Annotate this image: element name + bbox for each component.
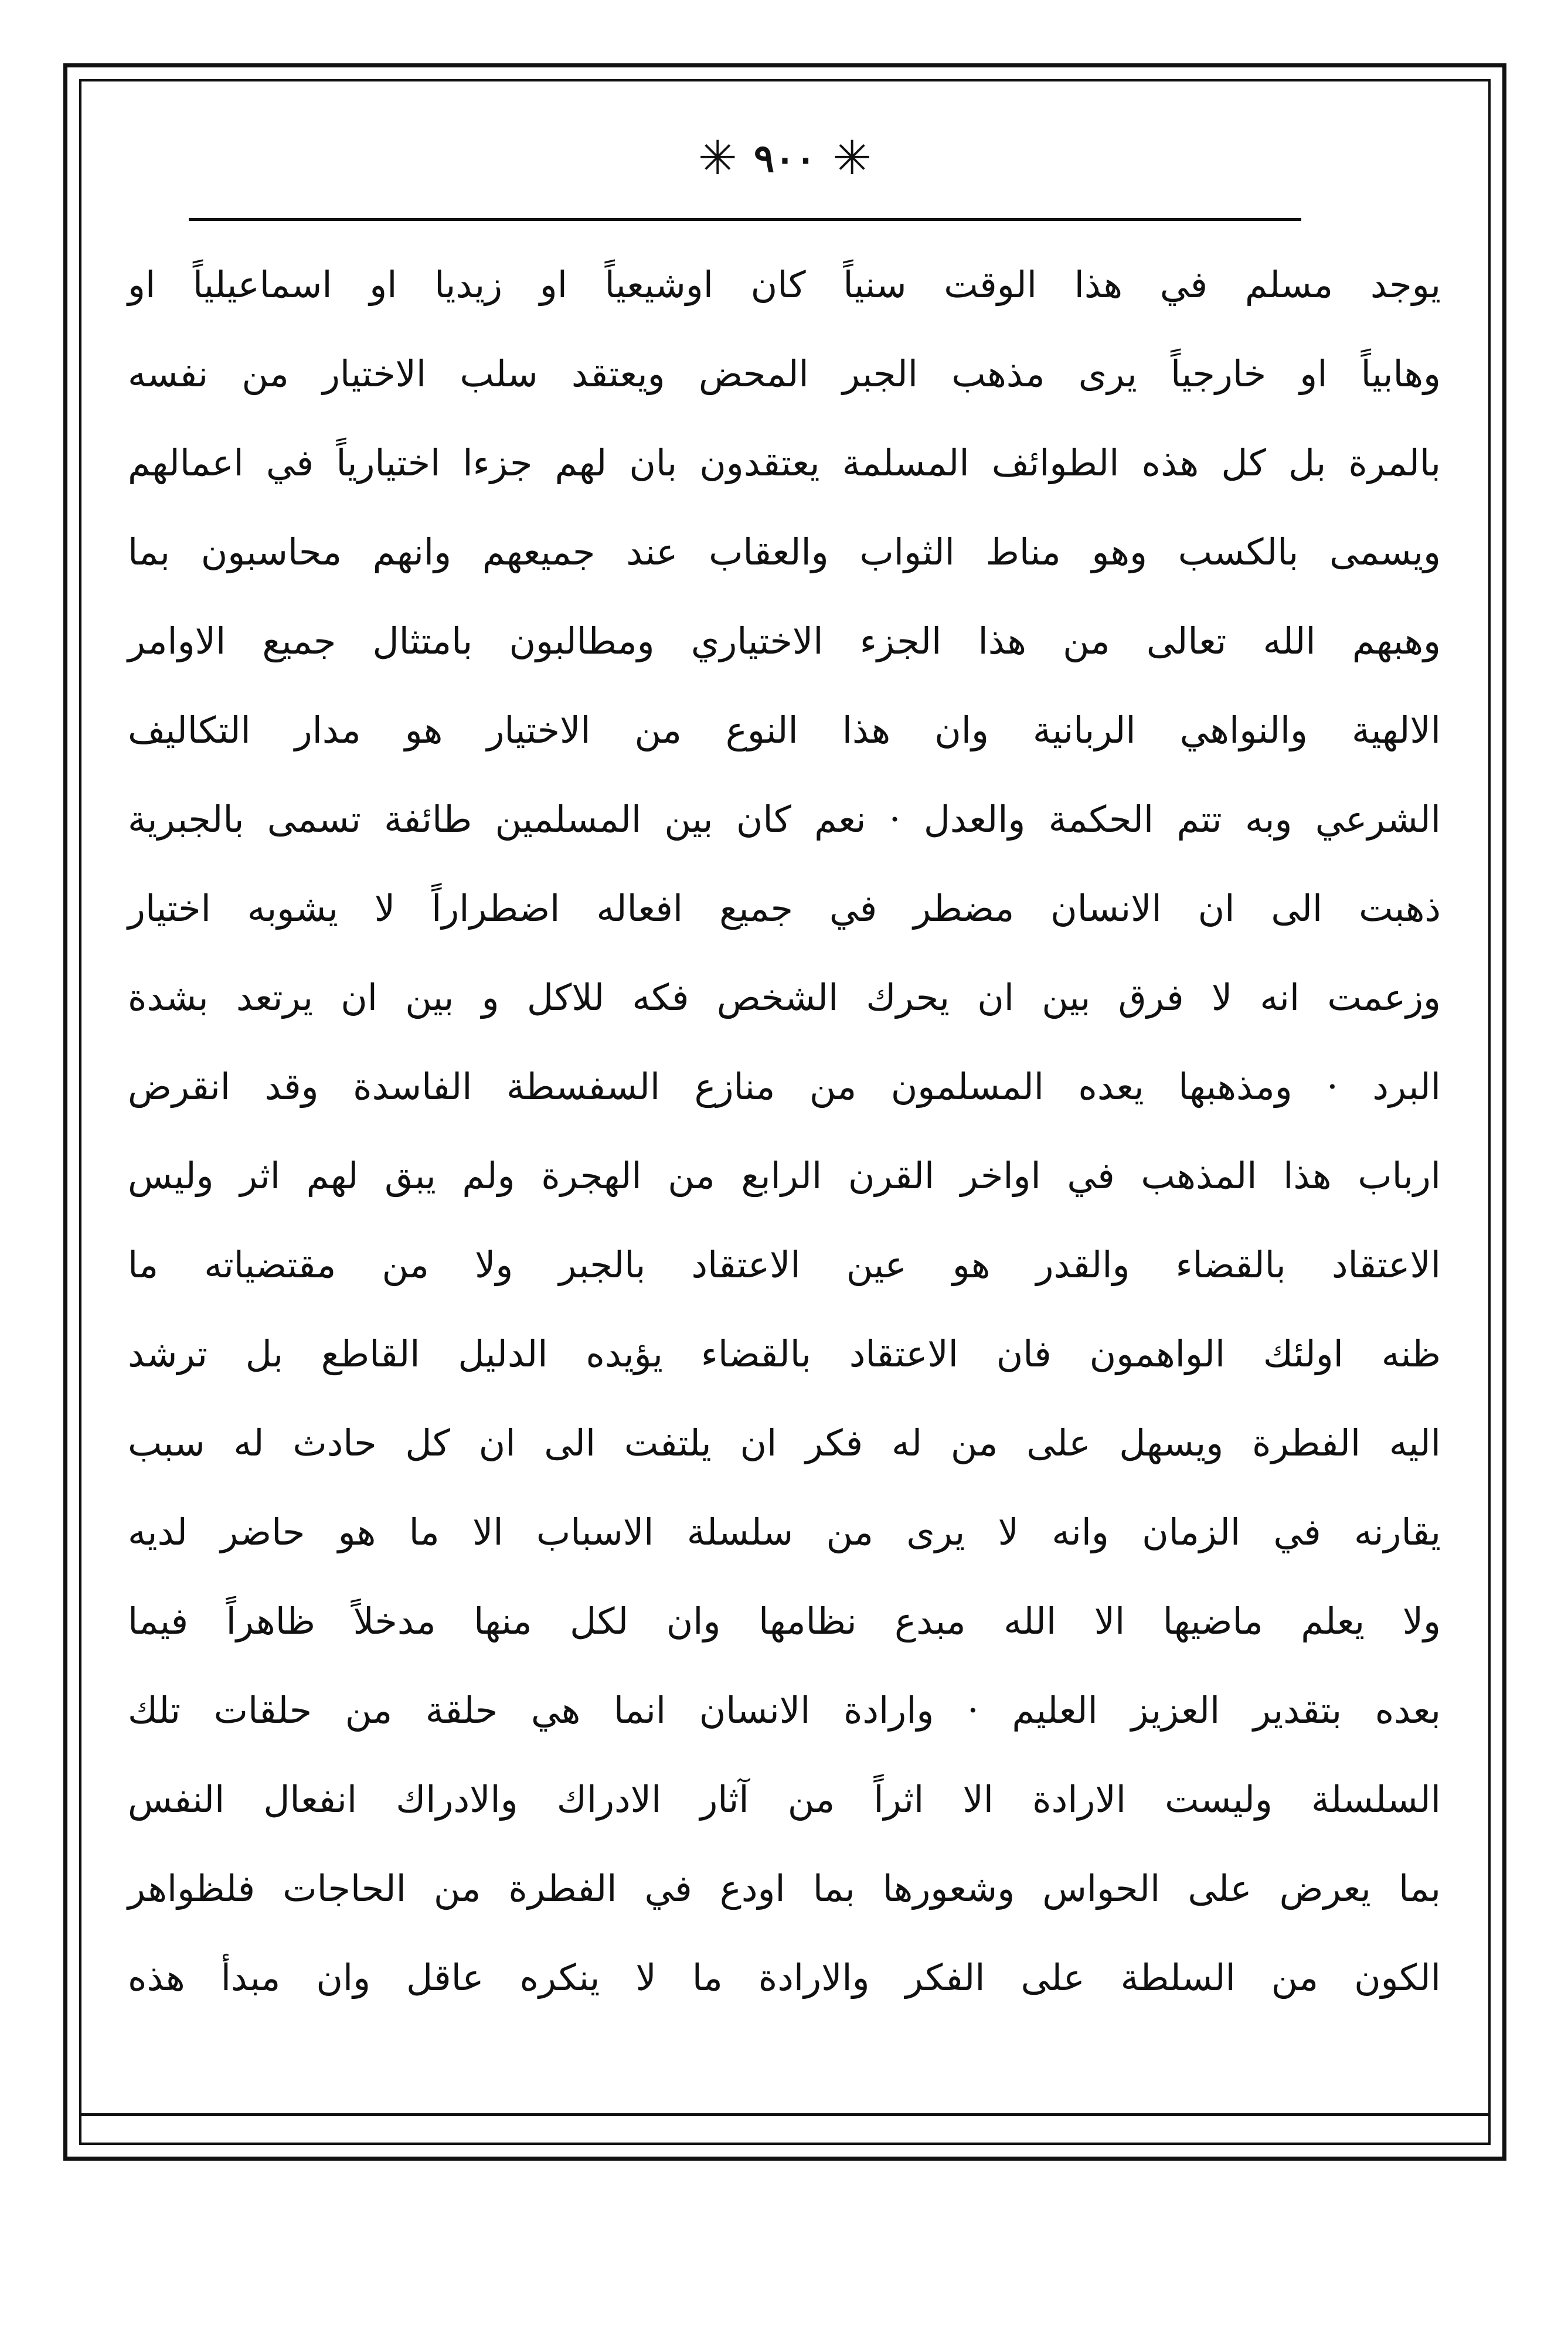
text-line: وزعمت انه لا فرق بين ان يحرك الشخص فكه للاكل و بين ان يرتعد بشدة bbox=[128, 975, 1441, 1019]
text-line: ويسمى بالكسب وهو مناط الثواب والعقاب عند جميعهم وانهم محاسبون بما bbox=[128, 530, 1441, 573]
page-number: ٩٠٠ bbox=[753, 135, 817, 181]
ornament-right-icon: ✳ bbox=[832, 131, 872, 185]
text-line: يوجد مسلم في هذا الوقت سنياً كان اوشيعياً او زيديا او اسماعيلياً او bbox=[128, 263, 1441, 306]
footer-divider bbox=[79, 2113, 1491, 2116]
text-line: ظنه اولئك الواهمون فان الاعتقاد بالقضاء يؤيده الدليل القاطع بل ترشد bbox=[128, 1332, 1441, 1375]
text-line: الكون من السلطة على الفكر والارادة ما لا ينكره عاقل وان مبدأ هذه bbox=[128, 1956, 1441, 1999]
text-line: يقارنه في الزمان وانه لا يرى من سلسلة الاسباب الا ما هو حاضر لديه bbox=[128, 1510, 1441, 1553]
text-line: ارباب هذا المذهب في اواخر القرن الرابع من الهجرة ولم يبق لهم اثر وليس bbox=[128, 1154, 1441, 1197]
text-line: الالهية والنواهي الربانية وان هذا النوع من الاختيار هو مدار التكاليف bbox=[128, 708, 1441, 751]
text-line: الاعتقاد بالقضاء والقدر هو عين الاعتقاد بالجبر ولا من مقتضياته ما bbox=[128, 1243, 1441, 1286]
ornament-left-icon: ✳ bbox=[698, 131, 737, 185]
text-line: بعده بتقدير العزيز العليم · وارادة الانسان انما هي حلقة من حلقات تلك bbox=[128, 1688, 1441, 1732]
text-line: السلسلة وليست الارادة الا اثراً من آثار الادراك والادراك انفعال النفس bbox=[128, 1777, 1441, 1821]
text-line: وهابياً او خارجياً يرى مذهب الجبر المحض ويعتقد سلب الاختيار من نفسه bbox=[128, 352, 1441, 395]
body-text bbox=[128, 240, 1441, 2022]
text-line: البرد · ومذهبها يعده المسلمون من منازع السفسطة الفاسدة وقد انقرض bbox=[128, 1065, 1441, 1108]
text-line: اليه الفطرة ويسهل على من له فكر ان يلتفت الى ان كل حادث له سبب bbox=[128, 1421, 1441, 1464]
text-line: ولا يعلم ماضيها الا الله مبدع نظامها وان لكل منها مدخلاً ظاهراً فيما bbox=[128, 1599, 1441, 1643]
text-line: وهبهم الله تعالى من هذا الجزء الاختياري ومطالبون بامتثال جميع الاوامر bbox=[128, 619, 1441, 662]
text-line: بما يعرض على الحواس وشعورها بما اودع في الفطرة من الحاجات فلظواهر bbox=[128, 1866, 1441, 1910]
header-divider bbox=[189, 218, 1301, 221]
text-line: ذهبت الى ان الانسان مضطر في جميع افعاله اضطراراً لا يشوبه اختيار bbox=[128, 886, 1441, 930]
page-header bbox=[79, 123, 1491, 193]
text-line: بالمرة بل كل هذه الطوائف المسلمة يعتقدون بان لهم جزءا اختيارياً في اعمالهم bbox=[128, 441, 1441, 484]
text-line: الشرعي وبه تتم الحكمة والعدل · نعم كان بين المسلمين طائفة تسمى بالجبرية bbox=[128, 797, 1441, 841]
